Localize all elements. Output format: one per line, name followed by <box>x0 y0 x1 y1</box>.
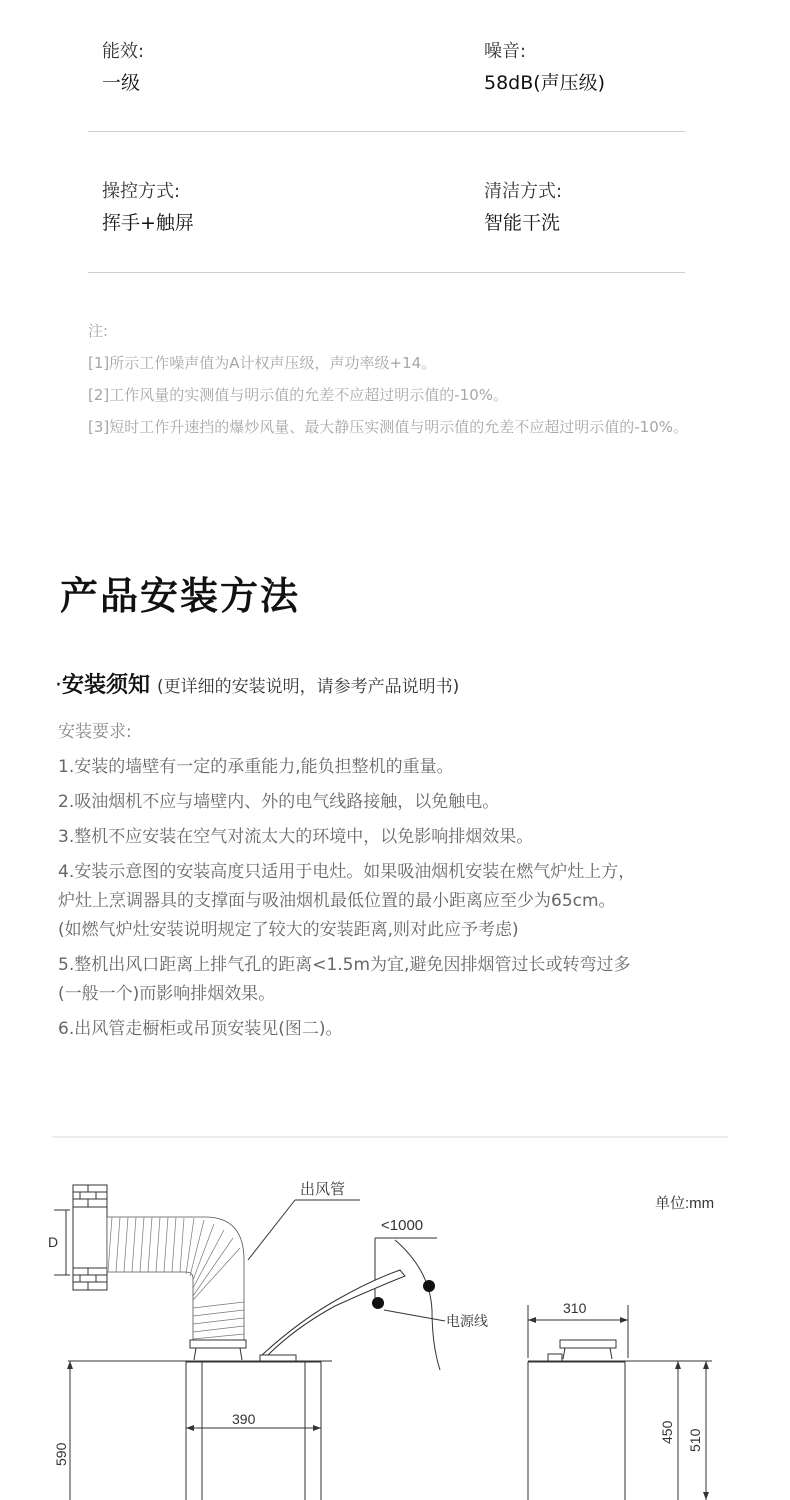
requirement-item: 4.安装示意图的安装高度只适用于电灶。如果吸油烟机安装在燃气炉灶上方， 炉灶上烹调器具的支撑面与吸油烟机最低位置的最小距离应至少为65cm。 (如燃气炉灶安装说明规定了较大的安装距离,则对此应予考虑) <box>58 862 636 940</box>
requirement-item: 2.吸油烟机不应与墙壁内、外的电气线路接触，以免触电。 <box>58 792 500 812</box>
unit-label: 单位:mm <box>655 1195 715 1212</box>
spec-value: 智能干洗 <box>484 212 561 234</box>
spec-value: 一级 <box>102 72 141 94</box>
height-side-outer-label: 510 <box>687 1428 703 1452</box>
divider <box>88 272 685 273</box>
distance-label: <1000 <box>381 1217 424 1234</box>
spec-energy <box>102 40 144 96</box>
socket-dot <box>423 1280 435 1292</box>
spec-noise <box>484 40 605 96</box>
notes-title: 注: <box>88 322 109 340</box>
duct-adaptor <box>190 1340 246 1348</box>
requirements-title: 安装要求: <box>58 722 132 742</box>
width-front-label: 390 <box>232 1411 256 1427</box>
power-label: 电源线 <box>446 1313 488 1329</box>
spec-control <box>102 180 194 236</box>
notice-note: (更详细的安装说明，请参考产品说明书) <box>157 677 460 697</box>
wall-sleeve <box>73 1207 107 1268</box>
spec-label: 清洁方式: <box>484 181 563 202</box>
cord-arc <box>395 1240 440 1370</box>
height-total-label: 590 <box>53 1442 69 1466</box>
spec-label: 操控方式: <box>102 181 181 202</box>
hood-front <box>186 1362 321 1500</box>
spec-label: 噪音: <box>484 41 527 62</box>
requirement-item: 3.整机不应安装在空气对流太大的环境中，以免影响排烟效果。 <box>58 827 534 847</box>
requirement-item: 5.整机出风口距离上排气孔的距离<1.5m为宜,避免因排烟管过长或转弯过多 (一般一个)而影响排烟效果。 <box>58 955 631 1004</box>
spec-value: 58dB(声压级) <box>484 72 606 94</box>
spec-value: 挥手+触屏 <box>102 212 194 234</box>
notice-title: 安装须知 <box>62 673 151 698</box>
d-label: D <box>48 1234 59 1250</box>
requirement-item: 6.出风管走橱柜或吊顶安装见(图二)。 <box>58 1019 343 1039</box>
width-side-label: 310 <box>563 1300 587 1316</box>
power-cord <box>262 1270 405 1355</box>
side-adaptor <box>560 1340 616 1348</box>
section-title: 产品安装方法 <box>60 574 301 618</box>
requirements-list <box>58 753 758 1050</box>
spec-cleaning <box>484 180 562 236</box>
footnote: [2]工作风量的实测值与明示值的允差不应超过明示值的-10%。 <box>88 386 509 404</box>
duct-label: 出风管 <box>300 1181 346 1198</box>
height-side-inner-label: 450 <box>659 1420 675 1444</box>
hood-side <box>528 1362 625 1500</box>
footnotes <box>88 320 728 448</box>
requirement-item: 1.安装的墙壁有一定的承重能力,能负担整机的重量。 <box>58 757 454 777</box>
install-notice-heading <box>55 668 459 699</box>
duct-icon <box>107 1217 244 1340</box>
spec-label: 能效: <box>102 41 145 62</box>
footnote: [3]短时工作升速挡的爆炒风量、最大静压实测值与明示值的允差不应超过明示值的-10%。 <box>88 418 689 436</box>
divider <box>88 131 685 132</box>
plug-dot <box>372 1297 384 1309</box>
bullet-dot: · <box>55 673 62 698</box>
footnote: [1]所示工作噪声值为A计权声压级，声功率级+14。 <box>88 354 437 372</box>
installation-diagram <box>0 1130 790 1500</box>
